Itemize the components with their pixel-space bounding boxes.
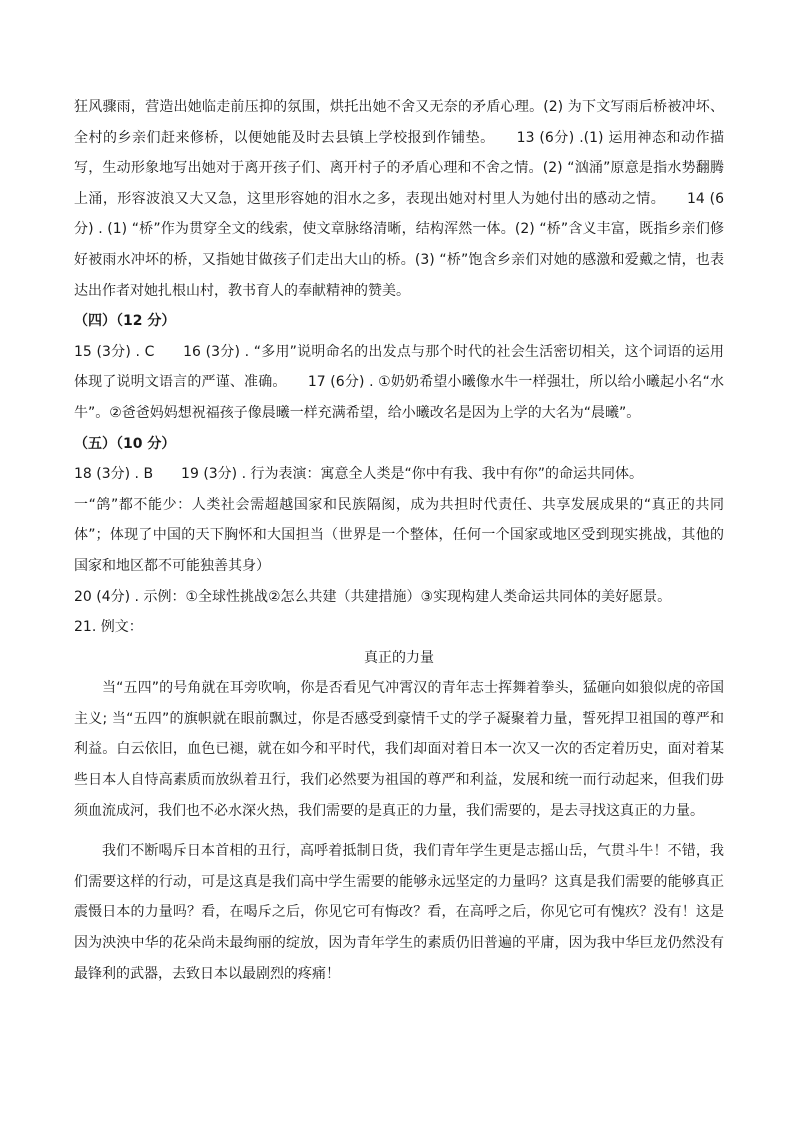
section-5-heading: （五）（10 分） bbox=[74, 435, 176, 452]
paragraph-gap bbox=[74, 826, 724, 836]
answer-content bbox=[74, 92, 724, 989]
essay-title: 真正的力量 bbox=[364, 649, 434, 666]
essay-paragraph-2: 我们不断喝斥日本首相的丑行，高呼着抵制日货，我们青年学生更是志摇山岳，气贯斗牛！不错，我们需要这样的行动，可是这真是我们高中学生需要的能够永远坚定的力量吗？这真是我们需要的能够真正震慑日本的力量吗？看，在喝斥之后，你见它可有悔改？看，在高呼之后，你见它可有愧疚？没有！这是因为泱泱中华的花朵尚未最绚丽的绽放，因为青年学生的素质仍旧普遍的平庸，因为我中华巨龙仍然没有最锋利的武器，去致日本以最剧烈的疼痛！ bbox=[74, 843, 724, 982]
section-4-heading: （四）（12 分） bbox=[74, 313, 176, 330]
answer-21-label: 21. 例文： bbox=[74, 619, 143, 636]
answer-18-19-text: 18 (3分) . B 19 (3分) . 行为表演：寓意全人类是“你中有我、我中有你”的命运共同体。 bbox=[74, 466, 644, 483]
essay-paragraph-1: 当“五四”的号角就在耳旁吹响，你是否看见气冲霄汉的青年志士挥舞着拳头，猛砸向如狼似虎的帝国主义; 当“五四”的旗帜就在眼前飘过，你是否感受到豪情千丈的学子凝聚着力量，誓死捍卫祖国的尊严和利益。白云依旧，血色已褪，就在如今和平时代，我们却面对着日本一次又一次的否定着历史，面对着某些日本人自恃高素质而放纵着丑行，我们必然要为祖国的尊严和利益，发展和统一而行动起来，但我们毋须血流成河，我们也不必水深火热，我们需要的是真正的力量，我们需要的，是去寻找这真正的力量。 bbox=[74, 680, 724, 819]
answer-20-text: 20 (4分) . 示例：①全球性挑战②怎么共建（共建措施）③实现构建人类命运共同体的美好愿景。 bbox=[74, 588, 672, 605]
answer-19-continuation: 一“鸽”都不能少：人类社会需超越国家和民族隔阂，成为共担时代责任、共享发展成果的“真正的共同体”；体现了中国的天下胸怀和大国担当（世界是一个整体，任何一个国家或地区受到现实挑战，其他的国家和地区都不可能独善其身） bbox=[74, 496, 724, 574]
answer-15-17-text: 15 (3分) . C 16 (3分) . “多用”说明命名的出发点与那个时代的社会生活密切相关，这个词语的运用体现了说明文语言的严谨、准确。 17 (6分) . ①奶奶希望小曦像水牛一样强壮，所以给小曦起小名“水牛”。②爸爸妈妈想祝福孩子像晨曦一样充满希望，给小曦改名是因为上学的大名为“晨曦”。 bbox=[74, 343, 724, 421]
answer-13-14-text: 狂风骤雨，营造出她临走前压抑的氛围，烘托出她不舍又无奈的矛盾心理。(2) 为下文写雨后桥被冲坏、全村的乡亲们赶来修桥，以便她能及时去县镇上学校报到作铺垫。 13 (6分) .(1) 运用神态和动作描写，生动形象地写出她对于离开孩子们、离开村子的矛盾心理和不舍之情。(2) “汹涌”原意是指水势翻腾上涌，形容波浪又大又急，这里形容她的泪水之多，表现出她对村里人为她付出的感动之情。 14 (6分) . (1) “桥”作为贯穿全文的线索，使文章脉络清晰，结构浑然一体。(2) “桥”含义丰富，既指乡亲们修好被雨水冲坏的桥，又指她甘做孩子们走出大山的桥。(3) “桥”饱含乡亲们对她的感激和爱戴之情，也表达出作者对她扎根山村，教书育人的奉献精神的赞美。 bbox=[74, 99, 724, 299]
